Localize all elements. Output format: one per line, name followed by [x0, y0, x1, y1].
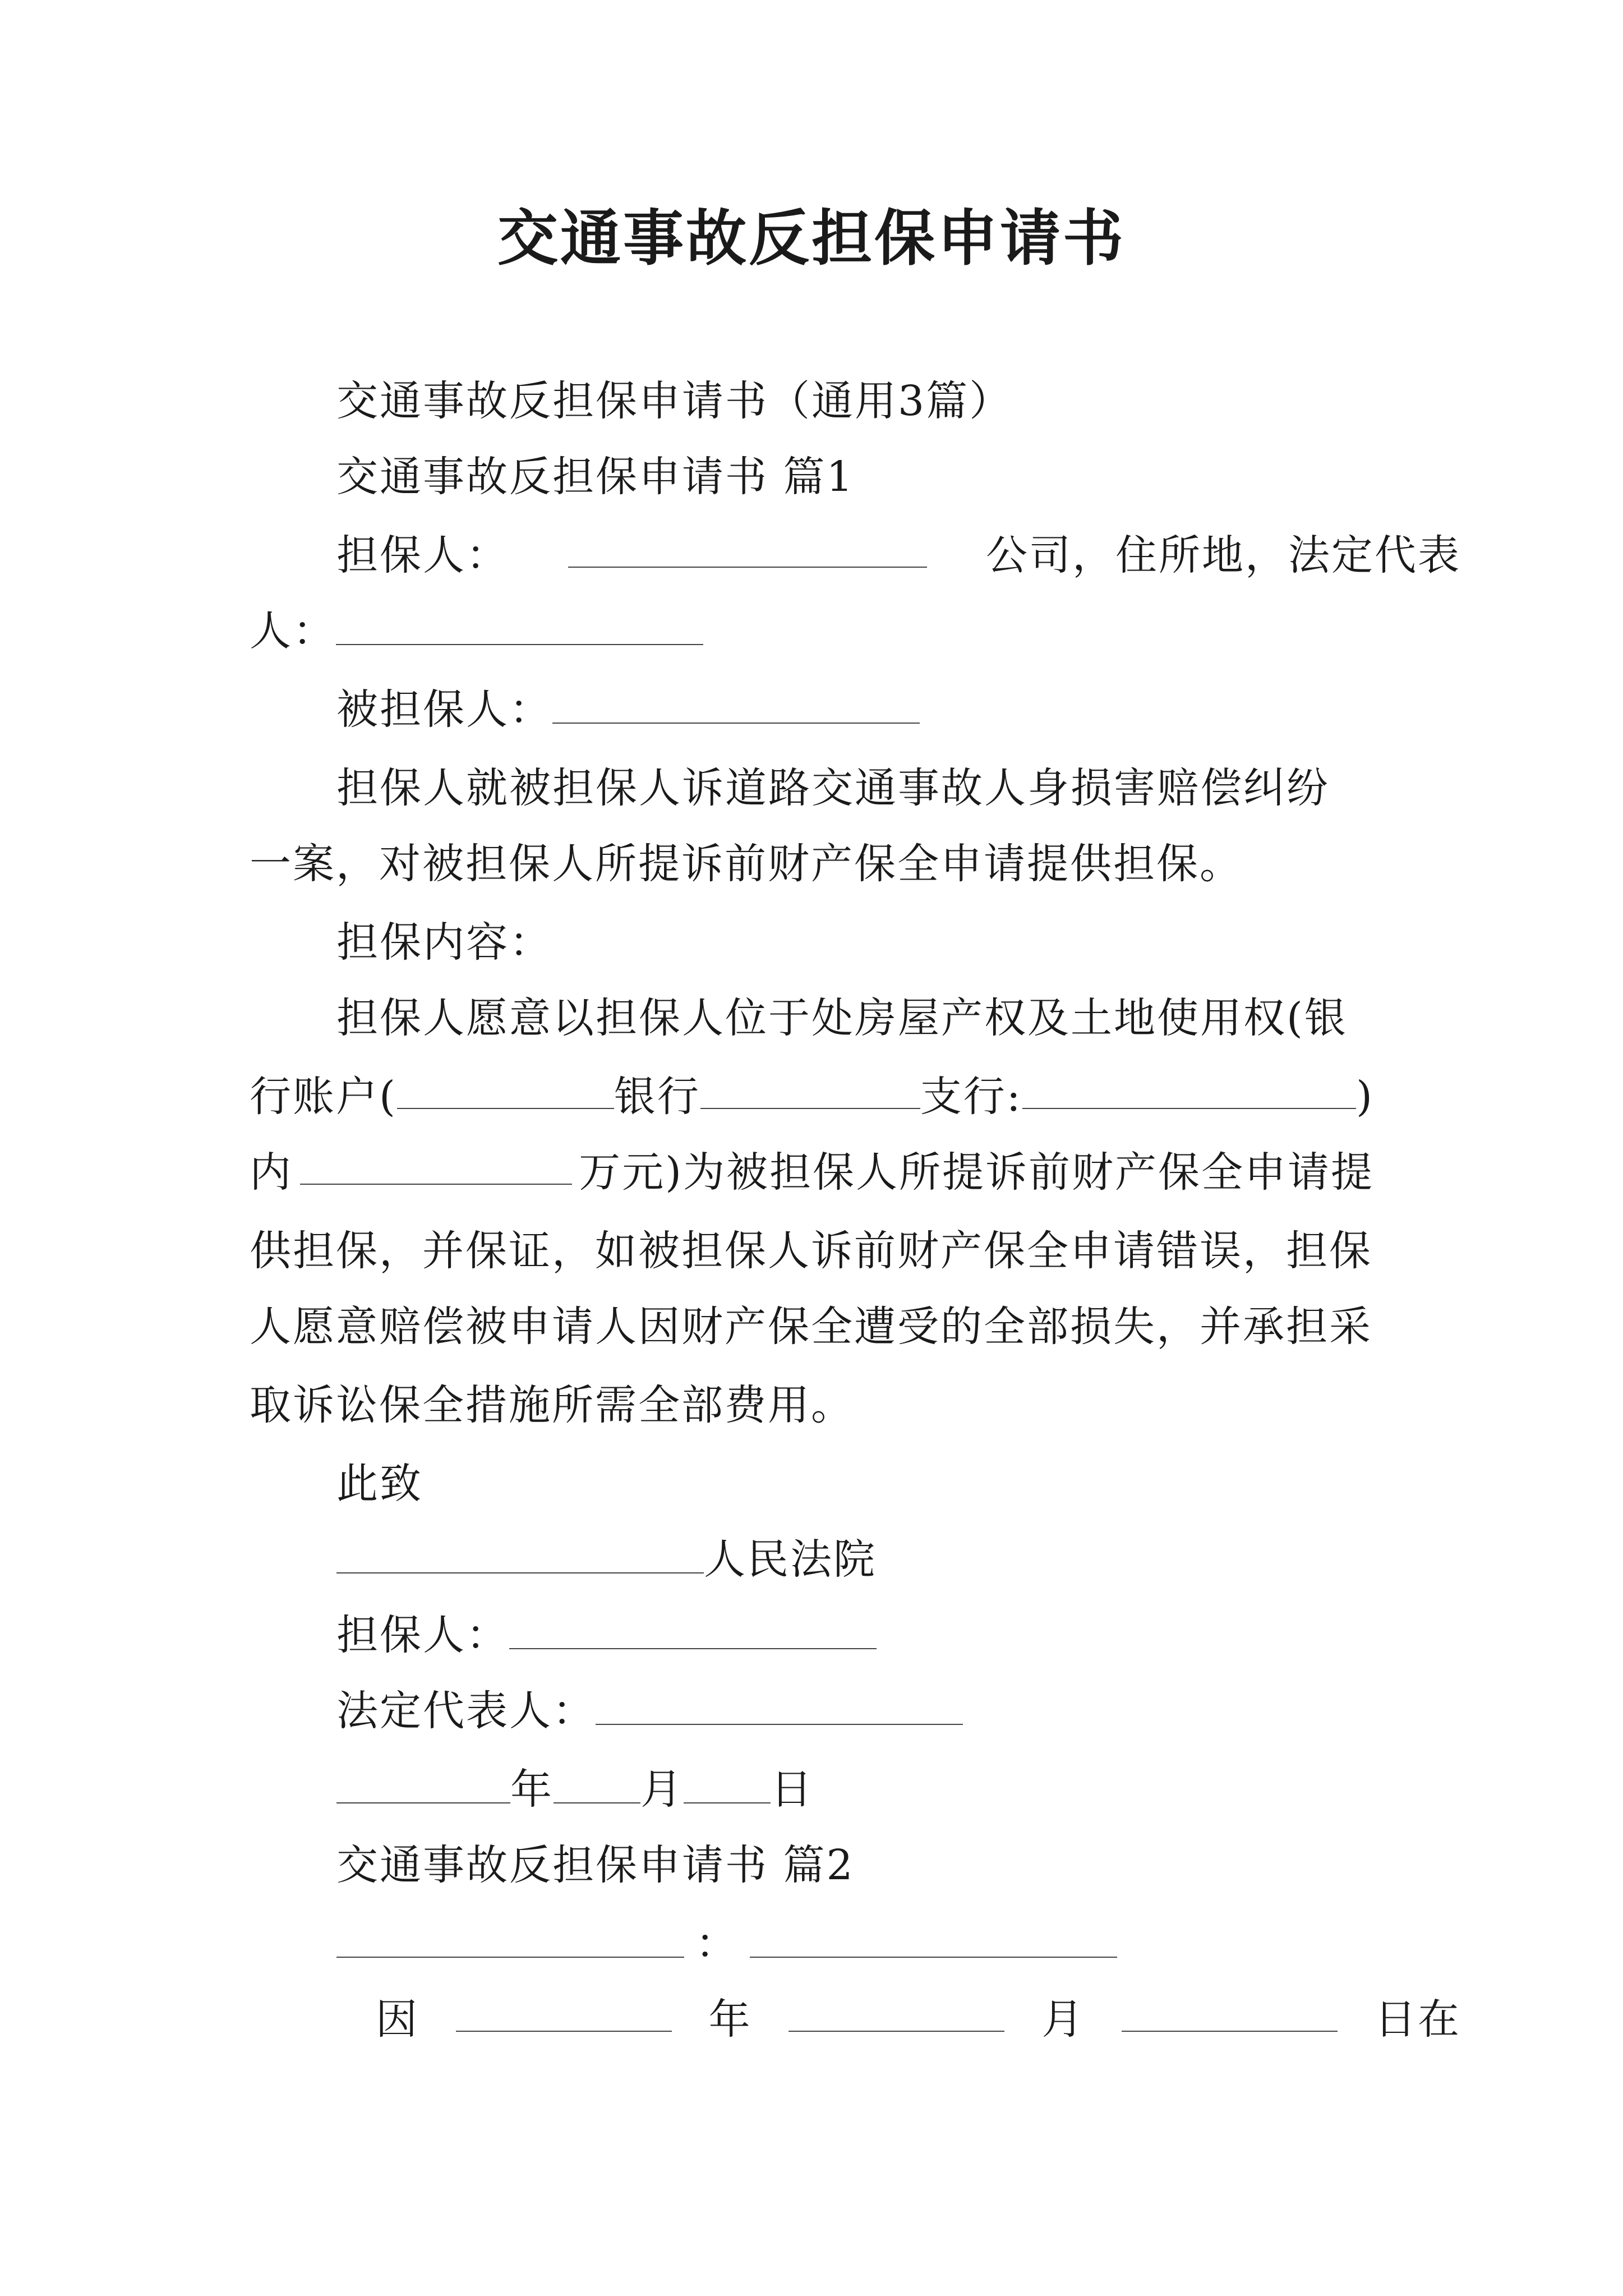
document-title: 交通事故反担保申请书	[497, 203, 1126, 274]
guaranteed-party-line: 被担保人：	[336, 682, 920, 738]
signature-legal-rep-line: 法定代表人：	[336, 1683, 963, 1739]
amount-line: 内 万元)为被担保人所提诉前财产保全申请提	[250, 1144, 1374, 1200]
paragraph-line: 一案，对被担保人所提诉前财产保全申请提供担保。	[250, 840, 1243, 888]
branch-blank	[700, 1069, 920, 1109]
signature-legal-rep-blank	[596, 1685, 963, 1725]
day-blank	[684, 1763, 771, 1803]
court-line: 人民法院	[336, 1531, 877, 1588]
guarantor-line: 担保人： 公司，住所地，法定代表	[336, 527, 1461, 583]
bank-account-line: 行账户( 银行 支行: )	[250, 1069, 1374, 1125]
incident-day-blank	[1122, 1991, 1338, 2032]
account-blank	[1022, 1069, 1356, 1109]
legal-rep-line: 人：	[250, 603, 703, 659]
paragraph-line: 供担保，并保证，如被担保人诉前财产保全申请错误，担保	[250, 1227, 1372, 1275]
guarantee-content-label: 担保内容：	[336, 918, 552, 967]
addressee-line: ：	[336, 1916, 1117, 1972]
collection-heading: 交通事故反担保申请书（通用3篇）	[336, 377, 1013, 425]
paragraph-line: 担保人就被担保人诉道路交通事故人身损害赔偿纠纷	[336, 764, 1330, 812]
addressee-blank-left	[336, 1917, 684, 1958]
section-heading-1: 交通事故反担保申请书 篇1	[336, 453, 855, 501]
paragraph-line: 取诉讼保全措施所需全部费用。	[250, 1381, 854, 1429]
guarantor-blank	[568, 527, 927, 568]
signature-guarantor-blank	[509, 1609, 877, 1649]
court-blank	[336, 1533, 704, 1573]
salutation: 此致	[336, 1460, 423, 1508]
section-heading-2: 交通事故反担保申请书 篇2	[336, 1841, 855, 1889]
incident-year-blank	[456, 1991, 672, 2032]
addressee-blank-right	[750, 1917, 1117, 1958]
paragraph-line: 担保人愿意以担保人位于处房屋产权及土地使用权(银	[336, 994, 1348, 1042]
paragraph-line: 人愿意赔偿被申请人因财产保全遭受的全部损失，并承担采	[250, 1303, 1372, 1351]
amount-blank	[300, 1144, 572, 1185]
signature-guarantor-line: 担保人：	[336, 1607, 877, 1663]
year-blank	[336, 1763, 510, 1803]
legal-rep-blank	[336, 605, 703, 645]
month-blank	[554, 1763, 640, 1803]
incident-month-blank	[789, 1991, 1004, 2032]
date-line: 年 月 日	[336, 1761, 814, 1818]
incident-date-line: 因 年 月 日在	[376, 1991, 1461, 2047]
guaranteed-party-blank	[552, 683, 920, 724]
bank-blank	[397, 1069, 614, 1109]
